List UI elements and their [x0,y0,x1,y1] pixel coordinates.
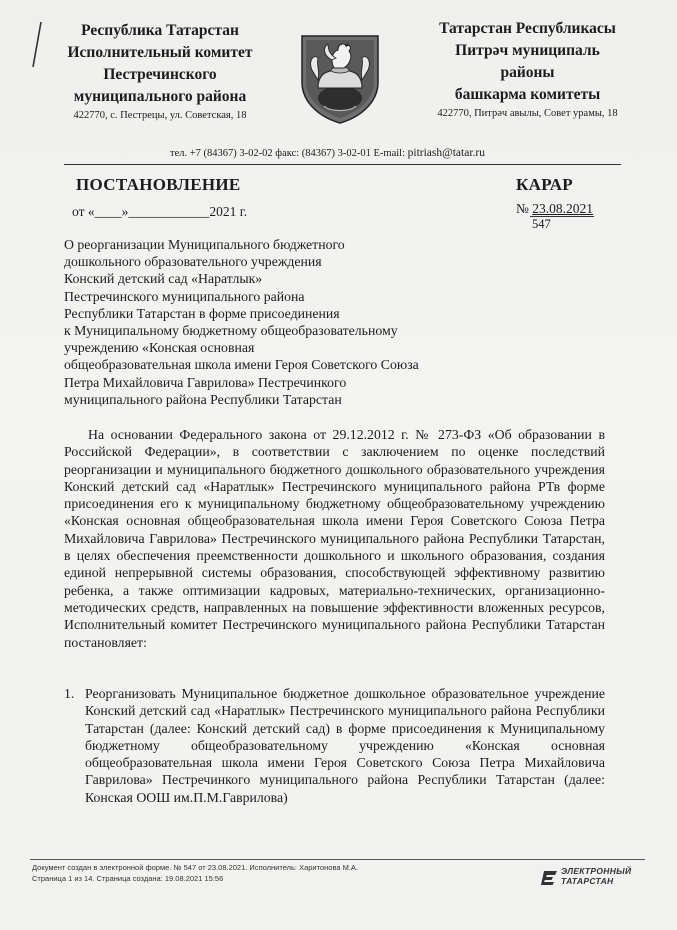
footer-line2: Страница 1 из 14. Страница создана: 19.08.2021 15:56 [32,873,224,883]
contact-line [170,147,485,159]
doc-title-tt: КАРАР [516,175,573,194]
subject-line: Конский детский сад «Наратлык» [64,271,263,287]
list-item-number: 1. [64,686,75,701]
contact-email: pitriash@tatar.ru [407,147,485,159]
header-left-line3: Пестречинского [103,66,217,83]
logo-line2: ТАТАРСТАН [561,875,614,886]
doc-number-prefix: № [516,201,533,216]
date-line: от «____»____________2021 г. [72,204,248,219]
header-left [40,20,280,124]
header-right-address: 422770, Питрәч авылы, Совет урамы, 18 [437,108,618,119]
header-left-line2: Исполнительный комитет [67,44,253,61]
doc-number-value: 547 [532,217,551,231]
subject-line: муниципального района Республики Татарстан [64,391,342,407]
doc-title-ru: ПОСТАНОВЛЕНИЕ [76,175,241,194]
subject-line: учреждению «Конская основная [64,340,255,356]
header-left-line4: муниципального района [73,88,247,105]
header-right [405,18,650,122]
coat-of-arms-emblem [294,30,386,125]
subject-line: Петра Михайловича Гаврилова» Пестречинкого [64,374,347,390]
header-right-line1: Татарстан Республикасы [439,20,616,37]
list-item-text: Реорганизовать Муниципальное бюджетное дошкольное образовательное учреждение Конский детский сад «Наратлык» Пестречинского муниципального района Республики Татарстан (далее: Конский детский сад) в форме присоединения к Муниципальному бюджетному общеобразовательному учреждению «Конская основная общеобразовательная школа имени Героя Советского Союза Петра Михайловича Гаврилова» Пестречинкого муниципального района Республики Татарстан (далее: Конская ООШ им.П.М.Гаврилова) [85,686,605,805]
footer-info [32,863,358,884]
doc-number-date: 23.08.2021 [532,201,594,216]
subject-block [64,236,484,408]
header-right-line3: районы [500,64,555,81]
contact-phones: тел. +7 (84367) 3-02-02 факс: (84367) 3-02-01 E-mail: [170,148,408,159]
electronic-tatarstan-logo-icon [541,868,559,886]
subject-line: Республики Татарстан в форме присоединения [64,305,340,321]
electronic-tatarstan-logo [541,865,651,893]
header-left-line1: Республика Татарстан [81,22,239,39]
header-right-line4: башкарма комитеты [454,86,601,103]
subject-line: Пестречинского муниципального района [64,288,305,304]
subject-line: дошкольного образовательного учреждения [64,254,322,270]
footer-divider [30,859,645,860]
list-item [64,685,605,806]
doc-number-line [516,201,593,217]
header-right-line2: Питрәч муниципаль [455,42,600,59]
logo-line1: ЭЛЕКТРОННЫЙ [561,866,632,876]
subject-line: О реорганизации Муниципального бюджетного [64,237,345,252]
doc-number [530,216,594,232]
subject-line: общеобразовательная школа имени Героя Советского Союза [64,357,419,373]
footer-line1: Документ создан в электронной форме. № 547 от 23.08.2021. Исполнитель: Харитонова М.А. [32,863,359,872]
subject-line: к Муниципальному бюджетному общеобразовательному [64,323,398,339]
header-left-address: 422770, с. Пестрецы, ул. Советская, 18 [73,110,247,121]
header-divider [64,164,621,165]
preamble-paragraph: На основании Федерального закона от 29.12.2012 г. № 273-ФЗ «Об образовании в Российской Федерации», в соответствии с заключением по оценке последствий реорганизации и муниципального бюджетного дошкольного образовательного учреждения Конский детский сад «Наратлык» Пестречинского муниципального района РТв форме присоединения его к муниципальному бюджетному общеобразовательному учреждению «Конская основная общеобразовательная школа имени Героя Советского Союза Петра Михайловича Гаврилова» Пестречинского муниципального района Республики Татарстан, в целях обеспечения преемственности дошкольного и школьного образования, создания единой непрерывной системы образования, способствующей эффективному развитию ребенка, а также оптимизации кадровых, материально-технических, организационно-методических средств, направленных на повышение эффективности вложенных ресурсов, Исполнительный комитет Пестречинского муниципального района Республики Татарстан постановляет: [64,427,605,650]
